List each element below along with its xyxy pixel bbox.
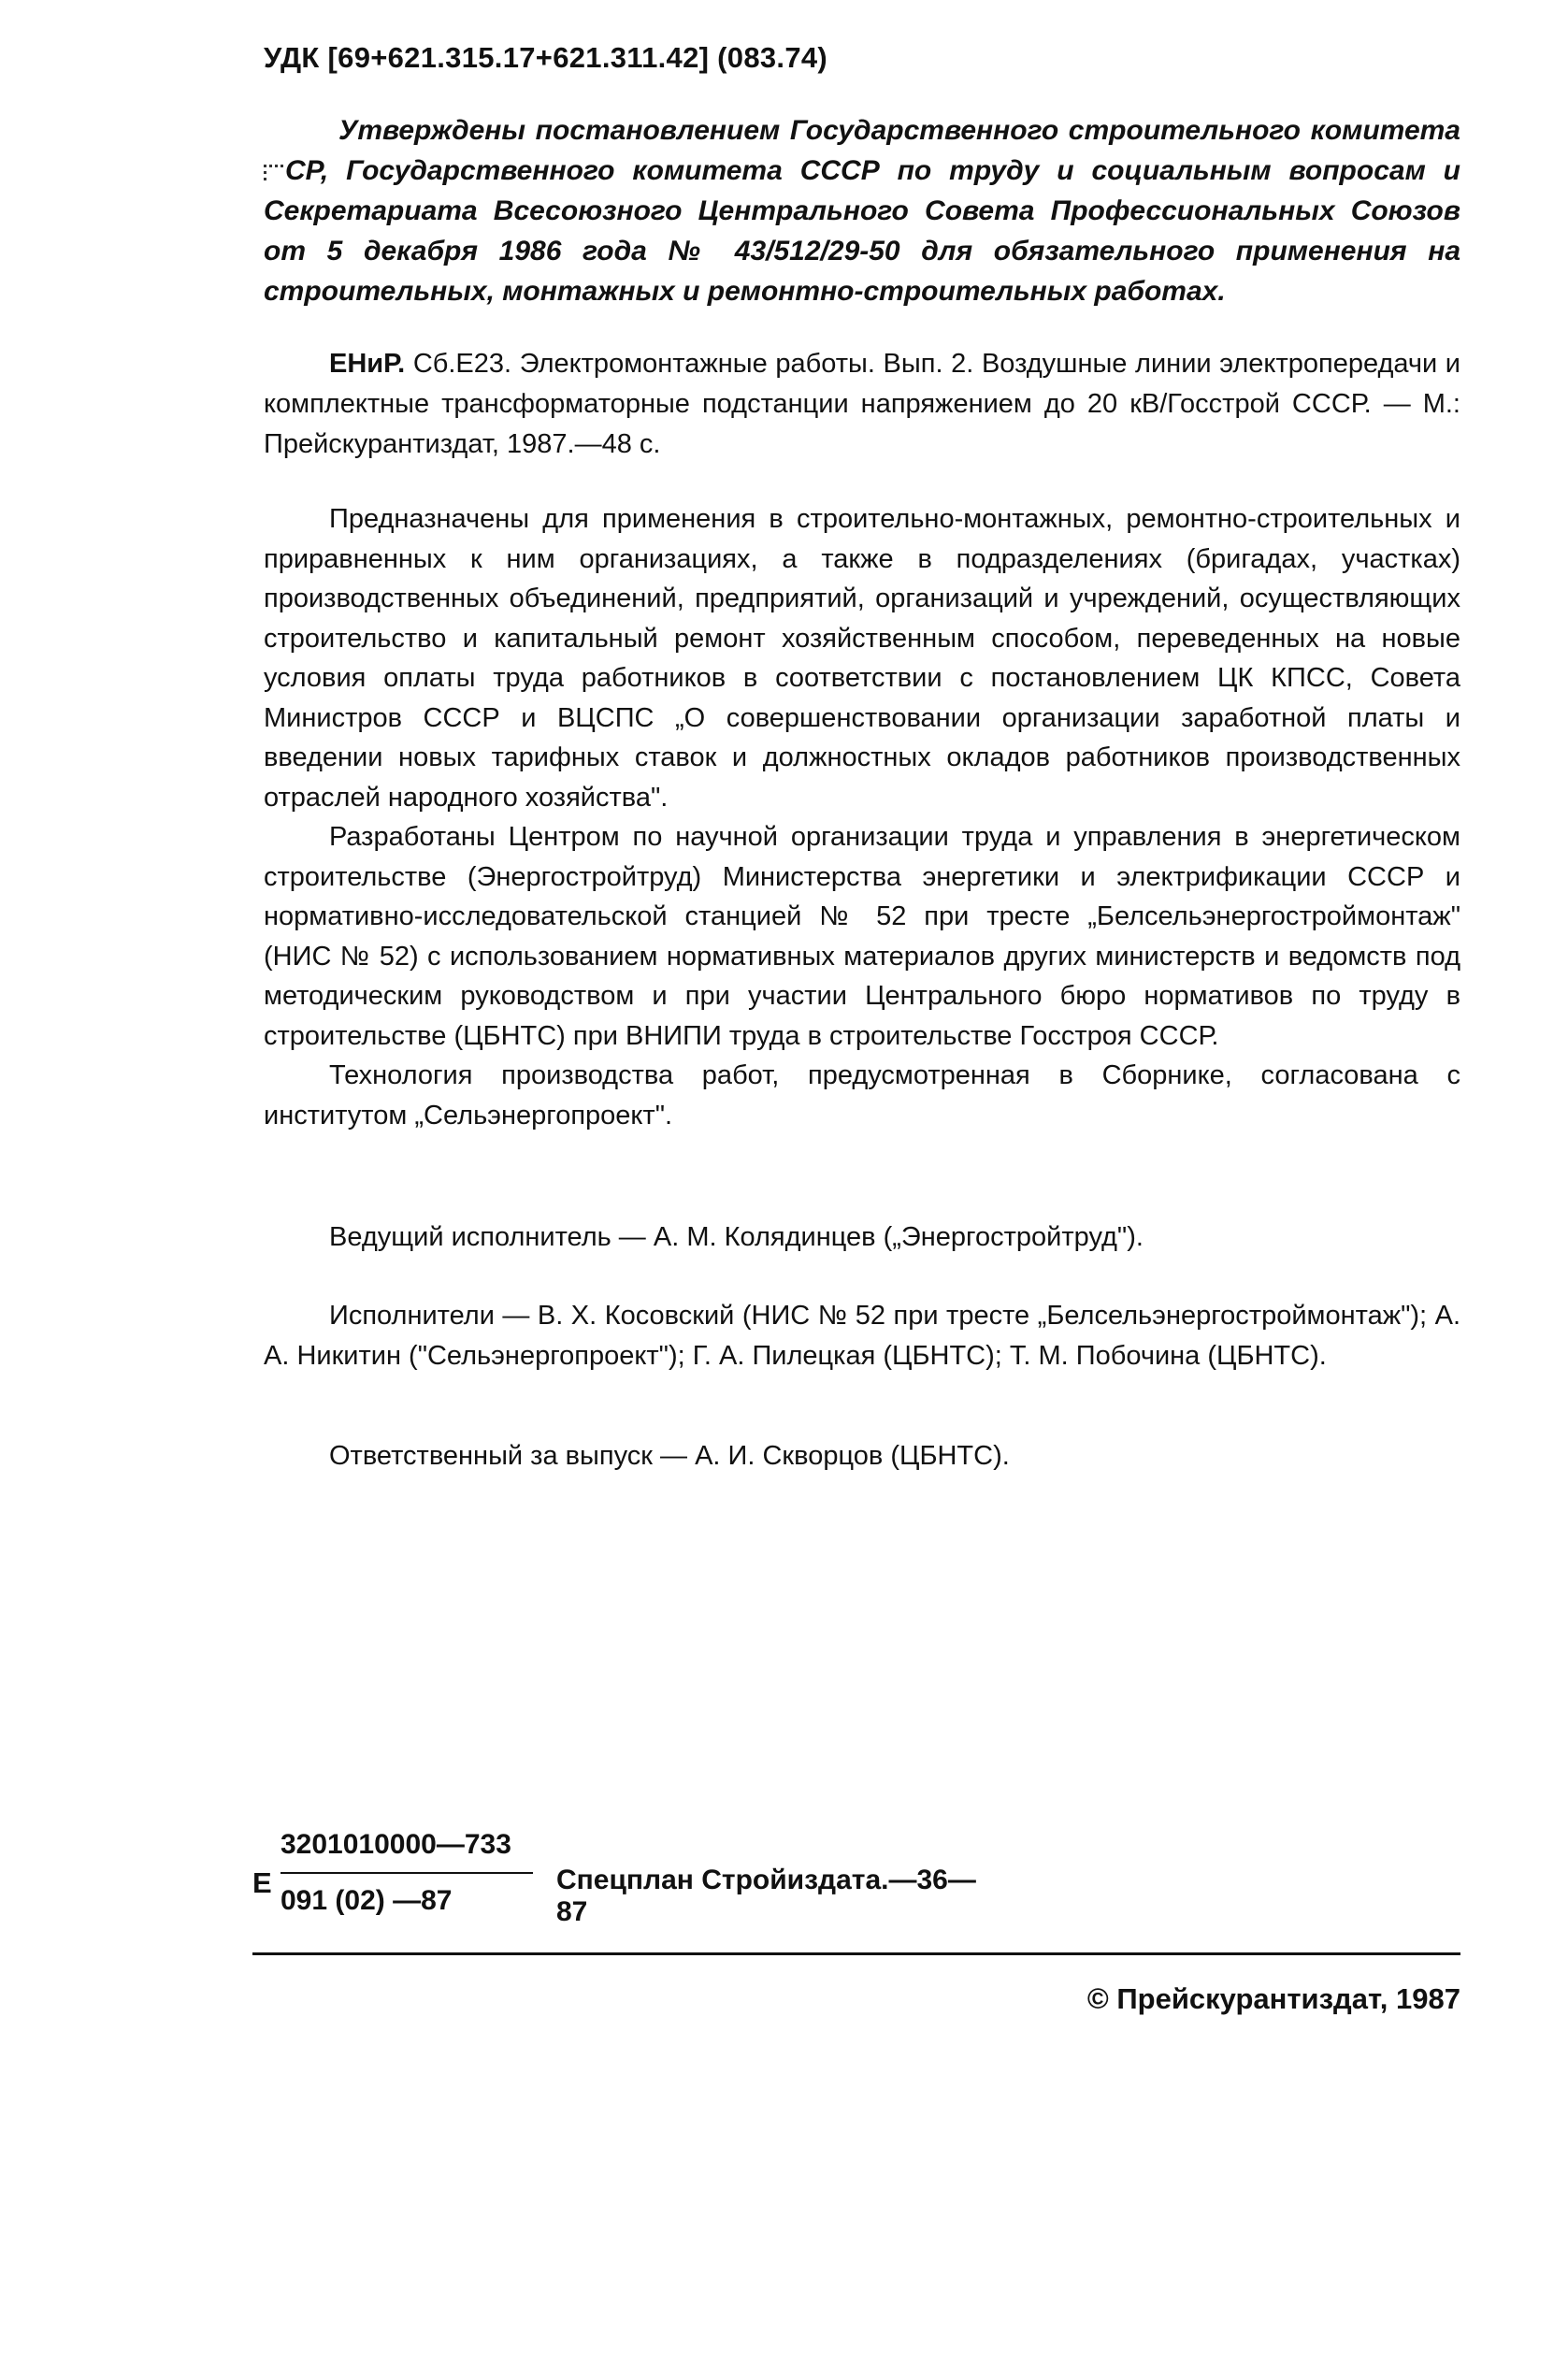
bib-text: Сб.Е23. Электромонтажные работы. Вып. 2. Воздушные линии электропередачи и комплектные трансформаторные подстанции напряжением до 20 кВ/Госстрой СССР. — М.: Прейскурантиздат, 1987.—48 с. [264, 349, 1460, 459]
copyright-notice: © Прейскурантиздат, 1987 [1086, 1982, 1460, 2015]
footer-divider [252, 1952, 1460, 1955]
imprint-fraction-rule [281, 1872, 533, 1874]
imprint-letter: Е [252, 1866, 272, 1899]
description-purpose: Предназначены для применения в строительно-монтажных, ремонтно-строительных и приравненных к ним организациях, а также в подразделениях (бригадах, участках) производственных объединений, предприятий, организаций и учреждений, осуществляющих строительство и капитальный ремонт хозяйственным способом, переведенных на новые условия оплаты труда работников в соответствии с постановлением ЦК КПСС, Совета Министров СССР и ВЦСПС „О совершенствовании организации заработной платы и введении новых тарифных ставок и должностных окладов работников производственных отраслей народного хозяйства". [264, 504, 1460, 813]
description-technology: Технология производства работ, предусмотренная в Сборнике, согласована с институтом „Сельэнергопроект". [264, 1060, 1460, 1131]
description-developers: Разработаны Центром по научной организации труда и управления в энергетическом строительстве (Энергостройтруд) Министерства энергетики и электрификации СССР и нормативно-исследовательской станцией № 52 при тресте „Белсельэнергостроймонтаж" (НИС № 52) с использованием нормативных материалов других министерств и ведомств под методическим руководством и при участии Центрального бюро нормативов по труду в строительстве (ЦБНТС) при ВНИПИ труда в строительстве Госстроя СССР. [264, 822, 1460, 1051]
scan-artifact [264, 165, 283, 180]
responsible-editor: Ответственный за выпуск — А. И. Скворцов (ЦБНТС). [329, 1441, 1010, 1471]
approval-statement [264, 110, 1460, 311]
lead-performer: Ведущий исполнитель — А. М. Колядинцев („Энергостройтруд"). [329, 1222, 1144, 1252]
performers-part-1: Исполнители — В. Х. Косовский (НИС № 52 при тресте „Белсельэнергострой [329, 1301, 1307, 1331]
udc-code: УДК [69+621.315.17+621.311.42] (083.74) [264, 41, 828, 74]
approval-line-start: Утверждены постановлением Государственного строительного комитета [338, 115, 1460, 146]
bib-abbreviation: ЕНиР. [329, 349, 406, 379]
performers-part-2: монтаж"); А. А. Никитин ("Сельэнергопроект"); Г. А. Пилецкая (ЦБНТС); Т. М. Побочина (ЦБНТС). [264, 1301, 1461, 1371]
performers-list [264, 1296, 1460, 1376]
bibliographic-record [264, 344, 1460, 465]
imprint-plan: Спецплан Стройиздата.—36—87 [556, 1865, 976, 1927]
imprint-code-top: 3201010000—733 [281, 1829, 511, 1860]
imprint-code-bottom: 091 (02) —87 [281, 1885, 453, 1916]
description-block [264, 499, 1460, 1135]
publication-imprint [252, 1829, 1000, 1941]
approval-line-rest: СР, Государственного комитета СССР по труду и социальным вопросам и Секретариата Всесоюзного Центрального Совета Профессиональных Союзов от 5 декабря 1986 года № 43/512/29-50 для обязательного применения на строительных, монтажных и ремонтно-строительных работах. [264, 155, 1460, 307]
